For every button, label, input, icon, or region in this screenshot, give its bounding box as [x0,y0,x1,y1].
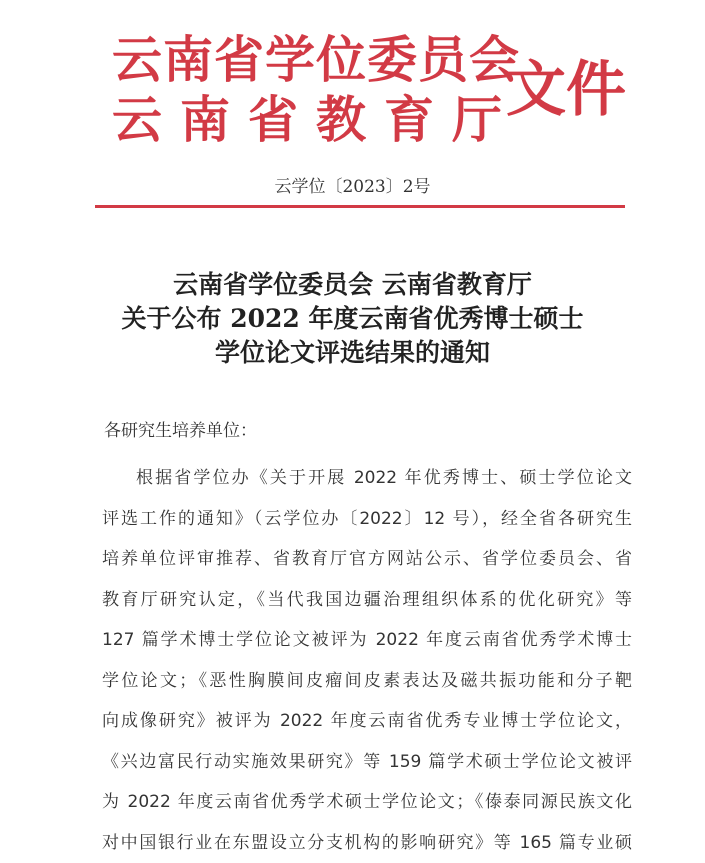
body-line: 向成像研究》被评为 2022 年度云南省优秀专业博士学位论文， [102,701,632,742]
body-line: 培养单位评审推荐、省教育厅官方网站公示、省学位委员会、省 [102,539,632,580]
issuer-line-1: 云南省学位委员会 [112,32,520,88]
red-divider-line [95,205,625,208]
issuer-line-2: 云南省教育厅 [112,92,520,148]
body-line: 评选工作的通知》（云学位办〔2022〕12 号），经全省各研究生 [102,499,632,540]
salutation: 各研究生培养单位： [104,416,257,441]
document-number: 云学位〔2023〕2号 [0,172,705,197]
body-line: 127 篇学术博士学位论文被评为 2022 年度云南省优秀学术博士 [102,620,632,661]
title-line-1: 云南省学位委员会 云南省教育厅 [0,268,705,302]
title-line-3: 学位论文评选结果的通知 [0,336,705,370]
body-line: 对中国银行业在东盟设立分支机构的影响研究》等 165 篇专业硕 [102,823,632,863]
body-line: 教育厅研究认定，《当代我国边疆治理组织体系的优化研究》等 [102,580,632,621]
body-paragraph [102,458,632,863]
red-masthead [112,32,632,162]
body-line: 《兴边富民行动实施效果研究》等 159 篇学术硕士学位论文被评 [102,742,632,783]
document-type-label: 文件 [506,57,626,123]
body-line: 根据省学位办《关于开展 2022 年优秀博士、硕士学位论文 [102,458,632,499]
notice-title [0,268,705,370]
body-line: 学位论文；《恶性胸膜间皮瘤间皮素表达及磁共振功能和分子靶 [102,661,632,702]
title-line-2: 关于公布 2022 年度云南省优秀博士硕士 [0,302,705,336]
body-line: 为 2022 年度云南省优秀学术硕士学位论文；《傣泰同源民族文化 [102,782,632,823]
